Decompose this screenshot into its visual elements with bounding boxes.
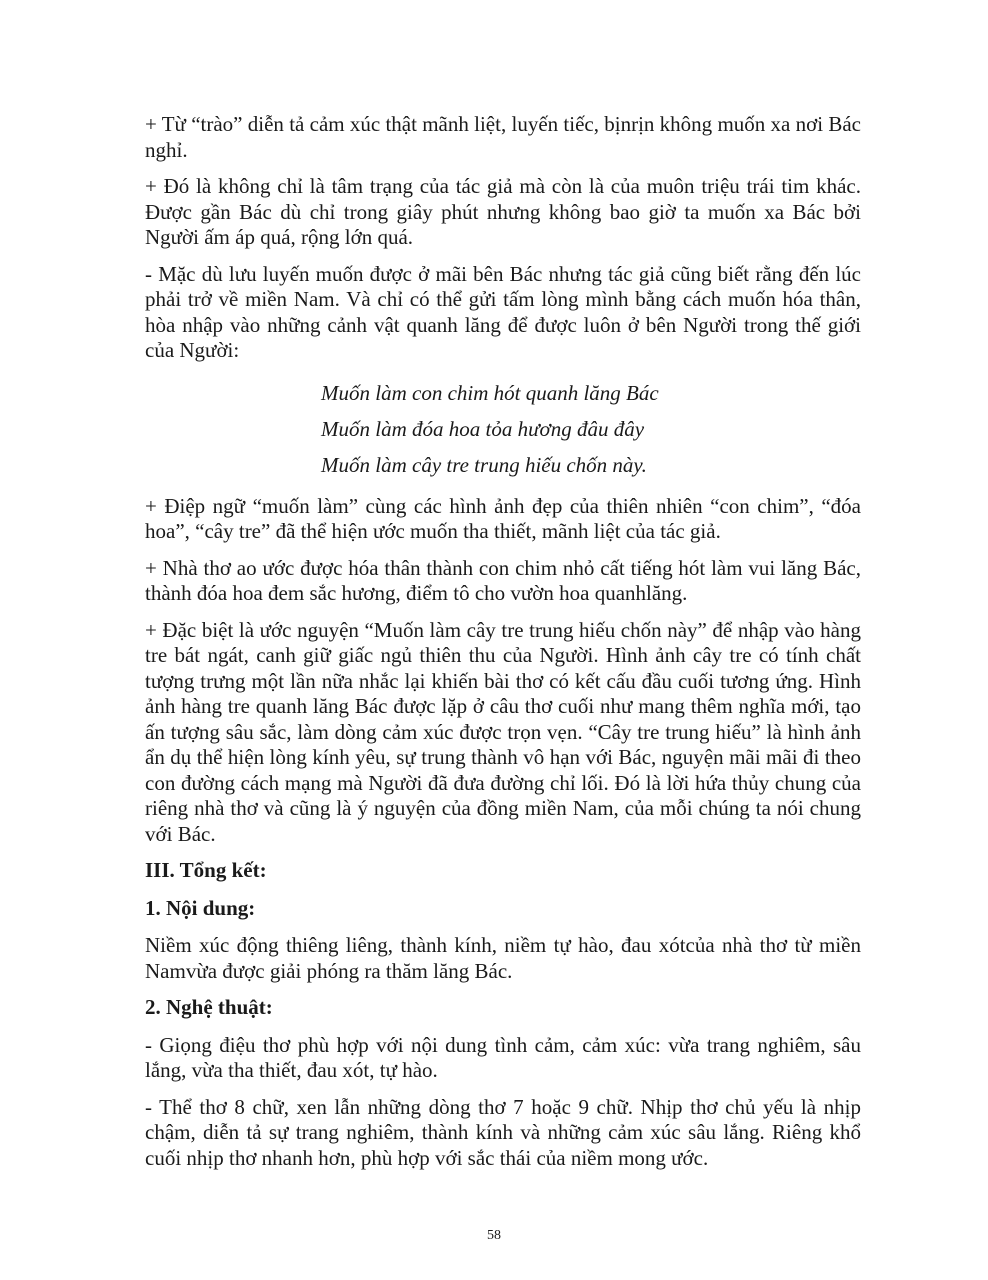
- section-heading: III. Tổng kết:: [145, 858, 267, 882]
- poem-line: Muốn làm con chim hót quanh lăng Bác: [321, 380, 659, 405]
- paragraph: + Đặc biệt là ước nguyện “Muốn làm cây tre trung hiếu chốn này” để nhập vào hàng tre bát ngát, canh giữ giấc ngủ thiên thu của Người. Hình ảnh cây tre có tính chất tượng trưng một lần nữa nhắc lại khiến bài thơ có kết cấu đầu cuối tương ứng. Hình ảnh hàng tre quanh lăng Bác được lặp ở câu thơ cuối như mang thêm nghĩa mới, tạo ấn tượng sâu sắc, làm dòng cảm xúc được trọn vẹn. “Cây tre trung hiếu” là hình ảnh ẩn dụ thể hiện lòng kính yêu, sự trung thành vô hạn với Bác, nguyện mãi mãi đi theo con đường cách mạng mà Người đã đưa đường chỉ lối. Đó là lời hứa thủy chung của riêng nhà thơ và cũng là ý nguyện của đồng miền Nam, của mỗi chúng ta nói chung với Bác.: [145, 617, 861, 846]
- paragraph: + Nhà thơ ao ước được hóa thân thành con chim nhỏ cất tiếng hót làm vui lăng Bác, thành đóa hoa đem sắc hương, điểm tô cho vườn hoa quanhlăng.: [145, 555, 861, 605]
- document-page: [145, 112, 861, 1182]
- subheading-art: 2. Nghệ thuật:: [145, 995, 273, 1019]
- paragraph: + Điệp ngữ “muốn làm” cùng các hình ảnh đẹp của thiên nhiên “con chim”, “đóa hoa”, “cây tre” đã thể hiện ước muốn tha thiết, mãnh liệt của tác giả.: [145, 493, 861, 543]
- paragraph: - Thể thơ 8 chữ, xen lẫn những dòng thơ 7 hoặc 9 chữ. Nhịp thơ chủ yếu là nhịp chậm, diễn tả sự trang nghiêm, thành kính và những cảm xúc sâu lắng. Riêng khổ cuối nhịp thơ nhanh hơn, phù hợp với sắc thái của niềm mong ước.: [145, 1094, 861, 1170]
- paragraph: Niềm xúc động thiêng liêng, thành kính, niềm tự hào, đau xótcủa nhà thơ từ miền Namvừa được giải phóng ra thăm lăng Bác.: [145, 933, 861, 983]
- poem-block: [321, 375, 861, 483]
- paragraph: - Giọng điệu thơ phù hợp với nội dung tình cảm, cảm xúc: vừa trang nghiêm, sâu lắng, vừa tha thiết, đau xót, tự hào.: [145, 1032, 861, 1082]
- subheading-content: 1. Nội dung:: [145, 895, 256, 920]
- paragraph: + Từ “trào” diễn tả cảm xúc thật mãnh liệt, luyến tiếc, bịnrịn không muốn xa nơi Bác nghỉ.: [145, 112, 861, 162]
- poem-line: Muốn làm cây tre trung hiếu chốn này.: [321, 452, 647, 477]
- poem-line: Muốn làm đóa hoa tỏa hương đâu đây: [321, 416, 645, 441]
- paragraph: + Đó là không chỉ là tâm trạng của tác giả mà còn là của muôn triệu trái tim khác. Được gần Bác dù chỉ trong giây phút nhưng không bao giờ ta muốn xa Bác bởi Người ấm áp quá, rộng lớn quá.: [145, 174, 861, 249]
- page-number: 58: [487, 1228, 501, 1243]
- paragraph: - Mặc dù lưu luyến muốn được ở mãi bên Bác nhưng tác giả cũng biết rằng đến lúc phải trở về miền Nam. Và chỉ có thể gửi tấm lòng mình bằng cách muốn hóa thân, hòa nhập vào những cảnh vật quanh lăng để được luôn ở bên Người trong thế giới của Người:: [145, 261, 861, 362]
